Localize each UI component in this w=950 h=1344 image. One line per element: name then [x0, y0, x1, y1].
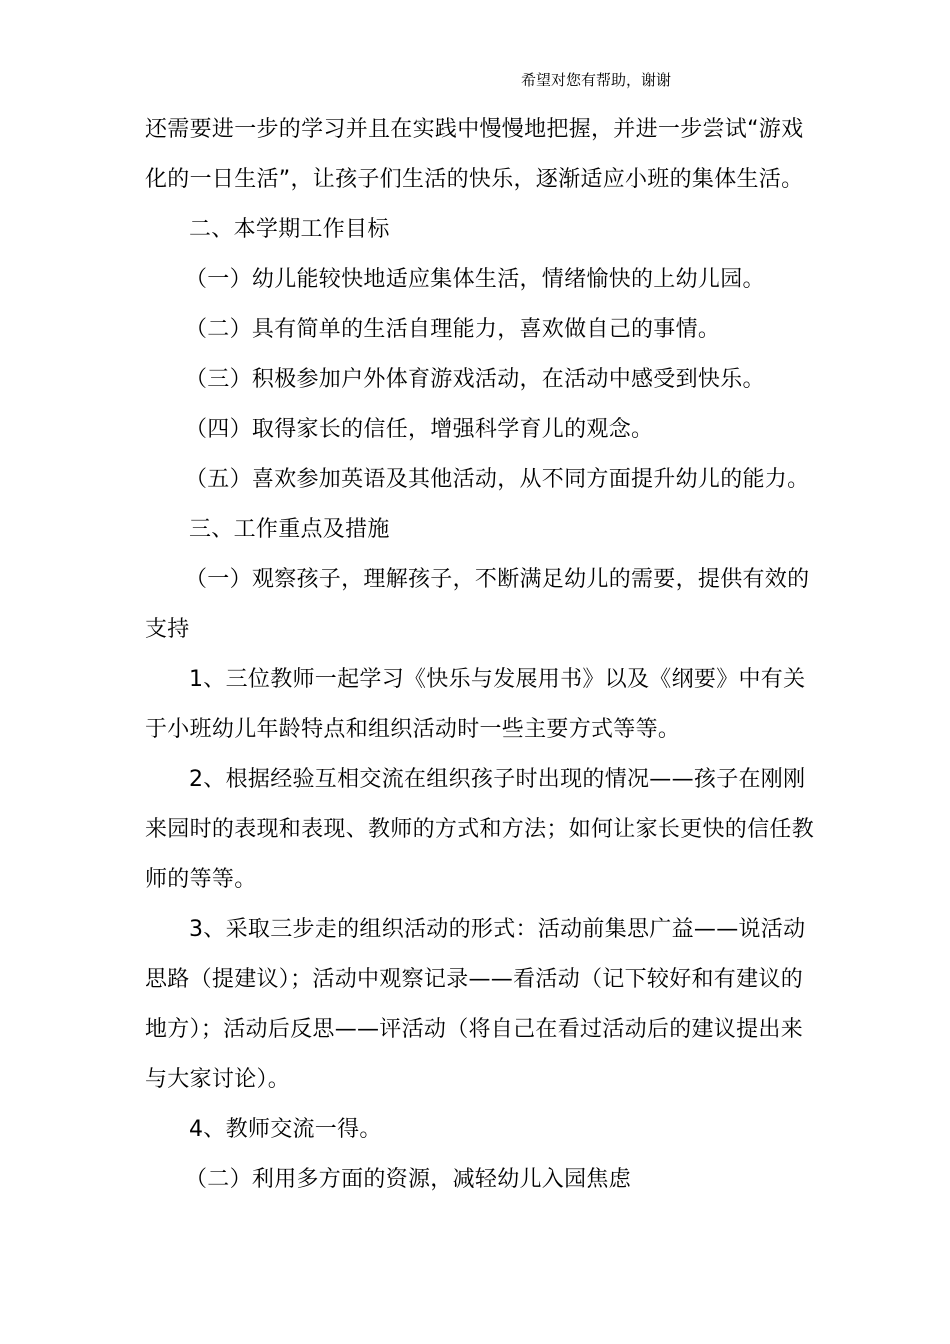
page-header: 希望对您有帮助，谢谢 [521, 71, 672, 89]
paragraph-line: 思路（提建议）；活动中观察记录——看活动（记下较好和有建议的 [145, 967, 804, 992]
paragraph-line: 与大家讨论）。 [145, 1067, 291, 1092]
paragraph-line: 师的等等。 [145, 867, 257, 892]
paragraph-line: 还需要进一步的学习并且在实践中慢慢地把握，并进一步尝试“游戏 [145, 117, 804, 142]
section-heading: 二、本学期工作目标 [189, 217, 390, 242]
numbered-item: 2、根据经验互相交流在组织孩子时出现的情况——孩子在刚刚 [189, 767, 806, 792]
numbered-item: 3、采取三步走的组织活动的形式：活动前集思广益——说活动 [189, 917, 806, 942]
subsection-heading: （二）利用多方面的资源，减轻幼儿入园焦虑 [185, 1167, 632, 1192]
paragraph-line: 化的一日生活”，让孩子们生活的快乐，逐渐适应小班的集体生活。 [145, 167, 804, 192]
goal-item: （一）幼儿能较快地适应集体生活，情绪愉快的上幼儿园。 [185, 267, 765, 292]
paragraph-line: 地方）；活动后反思——评活动（将自己在看过活动后的建议提出来 [145, 1017, 804, 1042]
goal-item: （四）取得家长的信任，增强科学育儿的观念。 [185, 417, 654, 442]
numbered-item: 1、三位教师一起学习《快乐与发展用书》以及《纲要》中有关 [189, 667, 806, 692]
subsection-heading: （一）观察孩子，理解孩子，不断满足幼儿的需要，提供有效的 [185, 567, 810, 592]
numbered-item: 4、教师交流一得。 [189, 1117, 382, 1142]
goal-item: （五）喜欢参加英语及其他活动，从不同方面提升幼儿的能力。 [185, 467, 810, 492]
section-heading: 三、工作重点及措施 [189, 517, 390, 542]
goal-item: （三）积极参加户外体育游戏活动，在活动中感受到快乐。 [185, 367, 765, 392]
document-body [145, 105, 815, 1205]
goal-item: （二）具有简单的生活自理能力，喜欢做自己的事情。 [185, 317, 721, 342]
paragraph-line: 于小班幼儿年龄特点和组织活动时一些主要方式等等。 [145, 717, 681, 742]
paragraph-line: 来园时的表现和表现、教师的方式和方法；如何让家长更快的信任教 [145, 817, 815, 842]
paragraph-line: 支持 [145, 617, 190, 642]
